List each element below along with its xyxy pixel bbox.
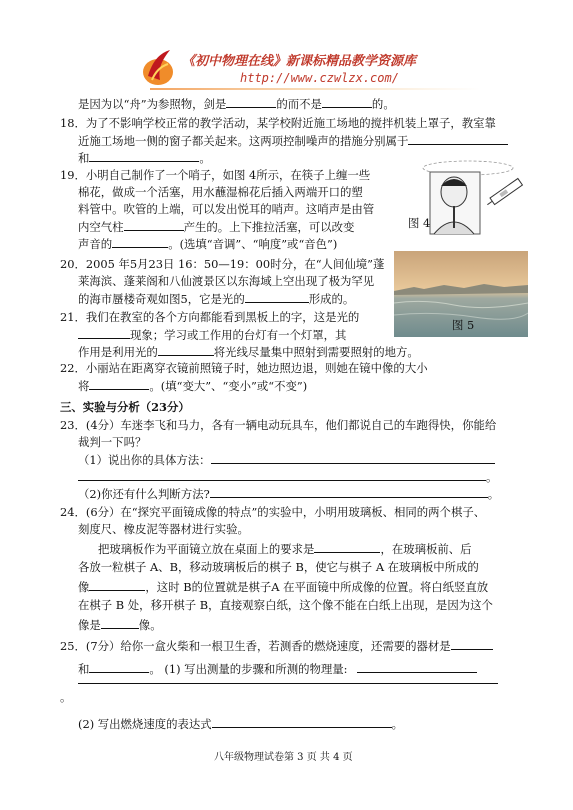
- q23-line3: [78, 452, 495, 467]
- text-q20c1: 的海市蜃楼奇观如图5，它是光的: [78, 292, 245, 306]
- text-q24c2: ，在玻璃板前、后: [380, 542, 472, 556]
- text-q18b: 近施工场地一侧的窗子都关起来。这两项控制噪声的措施分别属于: [78, 134, 409, 148]
- q19-line4: [78, 219, 354, 234]
- blank[interactable]: [322, 96, 372, 108]
- blank[interactable]: [89, 150, 199, 162]
- q19-line2: 棉花，做成一个活塞，用水蘸湿棉花后插入两端开口的塑: [78, 185, 363, 199]
- q19-line3: 料管中。吹管的上端，可以发出悦耳的哨声。这哨声是由管: [78, 202, 375, 216]
- text-q24e1: 像: [78, 580, 90, 594]
- text-q23e: （2)你还有什么判断方法?: [78, 487, 210, 501]
- page-footer: 八年级物理试卷第 3 页 共 4 页: [214, 752, 353, 763]
- text-q25a1: 25．(7分）给你一盒火柴和一根卫生香，若测香的燃烧速度，还需要的器材是: [60, 639, 451, 653]
- blank[interactable]: [357, 661, 477, 673]
- text-q20c2: 形成的。: [308, 292, 355, 306]
- text-l0c: 的。: [371, 97, 395, 111]
- blank[interactable]: [78, 327, 130, 339]
- blank[interactable]: [210, 486, 488, 498]
- text-q24e2: ，这时 B的位置就是棋子A 在平面镜中所成像的位置。将白纸竖直放: [145, 580, 489, 594]
- q23-line2: 裁判一下吗？: [78, 435, 147, 449]
- q24-line7: [78, 617, 162, 632]
- q24-line2: 刻度尺、橡皮泥等器材进行实验。: [78, 522, 249, 536]
- blank[interactable]: [89, 579, 145, 591]
- text-q23d: 。: [486, 470, 498, 484]
- text-q18c: 和: [78, 151, 90, 165]
- q18-line2: [78, 133, 508, 148]
- answer-line[interactable]: [78, 683, 498, 684]
- q25-line4: [78, 716, 403, 731]
- blank[interactable]: [211, 452, 495, 464]
- text-q19d1: 内空气柱: [78, 220, 124, 234]
- q24-line3: [98, 541, 472, 556]
- q24-line4: 各放一粒棋子 A、B，移动玻璃板后的棋子 B，使它与棋子 A 在玻璃板中所成的: [78, 560, 479, 574]
- blank[interactable]: [408, 133, 508, 145]
- q25-line3: 。: [60, 690, 72, 704]
- blank[interactable]: [101, 617, 139, 629]
- q20-line2: 莱海滨、蓬莱阁和八仙渡景区以东海域上空出现了极为罕见: [78, 274, 375, 288]
- figure-4-caption: 图 4: [408, 216, 431, 230]
- blank[interactable]: [78, 469, 486, 481]
- blank[interactable]: [124, 219, 184, 231]
- q17-continuation: [78, 96, 395, 111]
- q21-line2: [78, 327, 346, 342]
- text-q23f: 。: [487, 487, 500, 501]
- q18-line1: 18．为了不影响学校正常的教学活动，某学校附近施工场地的搅拌机装上罩子，教室靠: [60, 116, 496, 130]
- blank[interactable]: [89, 378, 149, 390]
- text-q21c2: 将光线尽量集中照射到需要照射的地方。: [213, 345, 419, 359]
- blank[interactable]: [112, 236, 168, 248]
- q23-line1: 23．(4分）车迷李飞和马力，各有一辆电动玩具车，他们都说自己的车跑得快，你能给: [60, 418, 497, 432]
- q22-line2: [78, 378, 307, 393]
- blank[interactable]: [314, 541, 380, 553]
- q21-line3: [78, 344, 419, 359]
- q25-line1: [60, 638, 493, 653]
- text-q24g1: 像是: [78, 618, 101, 632]
- text-q25b1: 和: [78, 662, 90, 676]
- q24-line6: 在棋子 B 处，移开棋子 B，直接观察白纸，这个像不能在白纸上出现，是因为这个: [78, 598, 493, 612]
- q24-line5: [78, 579, 488, 594]
- text-q24g2: 像。: [138, 618, 162, 632]
- q21-line1: 21．我们在教室的各个方向都能看到黑板上的字，这是光的: [60, 310, 360, 324]
- q20-line1: 20．2005 年5月23日 16：50—19：00时分，在“人间仙境”蓬: [60, 257, 385, 271]
- q18-line3: [78, 150, 211, 165]
- text-q25d: (2) 写出燃烧速度的表达式: [78, 717, 212, 731]
- q20-line3: [78, 291, 354, 306]
- blank[interactable]: [451, 638, 493, 650]
- header-logo: [140, 46, 176, 88]
- text-q22b2: 。(填“变大”、“变小”或“不变”): [149, 379, 308, 393]
- q23-line4: [78, 469, 497, 484]
- q25-line2: [78, 661, 477, 676]
- header-title: 《初中物理在线》新课标精品教学资源库: [182, 54, 417, 69]
- text-q24c1: 把玻璃板作为平面镜立放在桌面上的要求是: [98, 542, 315, 556]
- blank[interactable]: [89, 661, 149, 673]
- blank[interactable]: [212, 716, 392, 728]
- text-q19e1: 声音的: [78, 237, 113, 251]
- text-q21b: 现象；学习或工作用的台灯有一个灯罩，其: [130, 328, 347, 342]
- text-l0a: 是因为以“舟”为参照物，剑是: [78, 97, 227, 111]
- blank[interactable]: [226, 96, 276, 108]
- q19-line1: 19．小明自己制作了一个哨子，如图 4所示，在筷子上缠一些: [60, 168, 371, 182]
- text-q22b1: 将: [78, 379, 90, 393]
- q23-line5: [78, 486, 499, 501]
- text-q23c: （1）说出你的具体方法：: [78, 453, 211, 467]
- q22-line1: 22．小丽站在距离穿衣镜前照镜子时，她边照边退，则她在镜中像的大小: [60, 361, 428, 375]
- header-decoration-line: [150, 88, 480, 90]
- text-l0b: 的而不是: [276, 97, 322, 111]
- text-q19d2: 产生的。上下推拉活塞，可以改变: [183, 220, 355, 234]
- q19-line5: [78, 236, 337, 251]
- header-url[interactable]: http://www.czwlzx.com/: [240, 71, 399, 85]
- section-3-heading: 三、实验与分析（23分）: [60, 400, 190, 414]
- q24-line1: 24．(6分）在“探究平面镜成像的特点”的实验中，小明用玻璃板、相同的两个棋子、: [60, 505, 486, 519]
- text-q18d: 。: [199, 151, 211, 165]
- text-q21c1: 作用是利用光的: [78, 345, 158, 359]
- text-q25b2: 。 (1) 写出测量的步骤和所测的物理量:: [149, 662, 348, 676]
- text-q19e2: 。(选填“音调”、“响度”或“音色”): [168, 237, 338, 251]
- text-q25e: 。: [391, 717, 404, 731]
- figure-5-caption: 图 5: [452, 318, 475, 332]
- blank[interactable]: [245, 291, 309, 303]
- blank[interactable]: [158, 344, 214, 356]
